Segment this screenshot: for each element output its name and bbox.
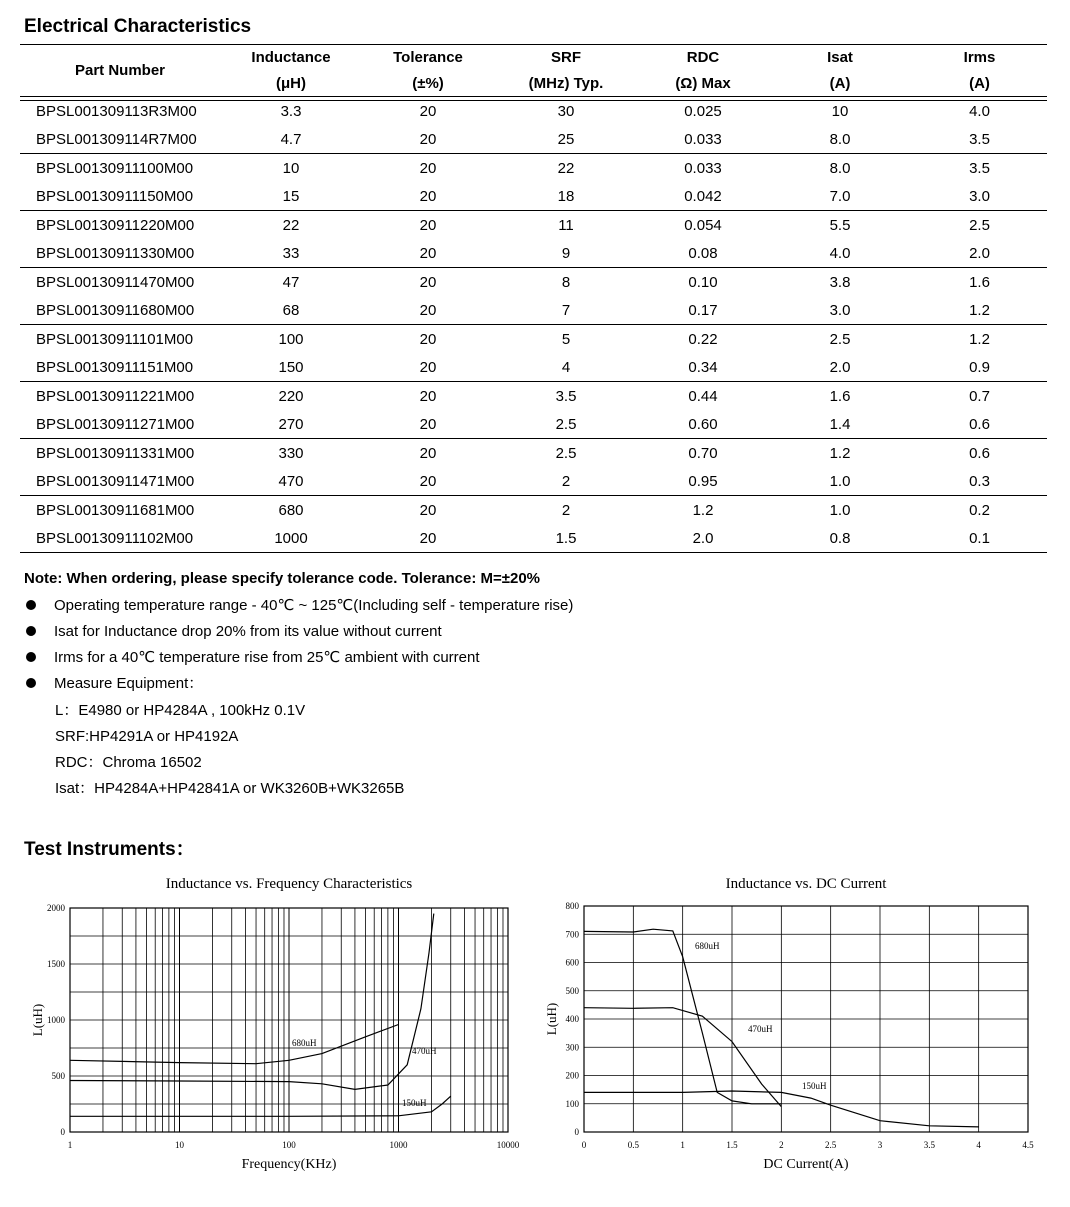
header-isat: Isat xyxy=(827,48,853,66)
header-inductance-unit: (μH) xyxy=(220,70,362,97)
test-instruments-title: Test Instruments： xyxy=(24,839,195,860)
table-cell: 2.5 xyxy=(829,330,851,348)
table-cell: 8 xyxy=(561,273,571,291)
table-row xyxy=(20,125,1047,154)
list-item xyxy=(24,647,573,673)
equipment-item: L：E4980 or HP4284A , 100kHz 0.1V xyxy=(55,702,306,719)
header-rdc-unit: (Ω) Max xyxy=(638,70,768,97)
y-tick-label: 2000 xyxy=(47,903,65,913)
series-label: 470uH xyxy=(412,1046,437,1056)
table-row xyxy=(20,239,1047,268)
table-cell: 2.0 xyxy=(912,239,1047,268)
table-cell: 0.033 xyxy=(684,159,722,177)
list-item xyxy=(24,595,573,621)
table-cell: 68 xyxy=(220,296,362,325)
table-cell: 7 xyxy=(494,296,638,325)
table-cell: 2.0 xyxy=(768,353,912,382)
table-cell: 20 xyxy=(419,102,437,120)
table-cell: 0.95 xyxy=(638,467,768,496)
table-row xyxy=(20,410,1047,439)
table-cell: 4.0 xyxy=(768,239,912,268)
table-cell: 100 xyxy=(278,330,304,348)
table-cell: 1.6 xyxy=(829,387,851,405)
table-cell: 9 xyxy=(494,239,638,268)
table-cell: 20 xyxy=(362,182,494,211)
table-cell: 20 xyxy=(362,524,494,553)
table-cell: 0.025 xyxy=(684,102,722,120)
table-cell: 0.6 xyxy=(912,410,1047,439)
table-cell: 150 xyxy=(220,353,362,382)
table-cell: 10 xyxy=(282,159,300,177)
bullet-text: Isat for Inductance drop 20% from its value without current xyxy=(54,623,442,640)
table-cell: 0.08 xyxy=(638,239,768,268)
table-cell: 0.2 xyxy=(969,501,990,519)
x-tick-label: 1000 xyxy=(389,1140,408,1150)
cell-part-number: BPSL00130911100M00 xyxy=(36,159,194,177)
table-cell: 3.5 xyxy=(969,159,990,177)
header-srf: SRF xyxy=(551,48,581,66)
table-cell: 8.0 xyxy=(768,125,912,154)
table-cell: 20 xyxy=(362,353,494,382)
list-item xyxy=(24,673,573,699)
cell-part-number: BPSL00130911471M00 xyxy=(20,467,220,496)
table-cell: 20 xyxy=(419,444,437,462)
table-cell: 680 xyxy=(278,501,304,519)
table-cell: 4 xyxy=(494,353,638,382)
cell-part-number: BPSL00130911470M00 xyxy=(36,273,195,291)
table-cell: 1.6 xyxy=(969,273,990,291)
header-irms-unit: (A) xyxy=(912,70,1047,97)
table-cell: 30 xyxy=(557,102,575,120)
list-item xyxy=(24,621,573,647)
cell-part-number: BPSL00130911151M00 xyxy=(20,353,220,382)
y-tick-label: 300 xyxy=(565,1042,579,1053)
table-cell: 0.9 xyxy=(912,353,1047,382)
header-inductance: Inductance xyxy=(251,48,331,66)
x-tick-label: 1.5 xyxy=(726,1140,738,1150)
cell-part-number: BPSL001309114R7M00 xyxy=(20,125,220,154)
y-tick-label: 400 xyxy=(565,1014,579,1024)
table-cell: 0.033 xyxy=(638,125,768,154)
cell-part-number: BPSL00130911271M00 xyxy=(20,410,220,439)
table-cell: 1.2 xyxy=(829,444,851,462)
cell-part-number: BPSL00130911102M00 xyxy=(20,524,220,553)
table-cell: 2 xyxy=(494,467,638,496)
header-part-number: Part Number xyxy=(20,44,220,97)
table-cell: 25 xyxy=(494,125,638,154)
table-cell: 20 xyxy=(362,296,494,325)
table-cell: 10 xyxy=(831,102,849,120)
table-cell: 1.2 xyxy=(692,501,714,519)
x-tick-label: 10 xyxy=(175,1140,184,1150)
cell-part-number: BPSL00130911101M00 xyxy=(36,330,194,348)
table-cell: 20 xyxy=(362,467,494,496)
table-cell: 20 xyxy=(362,125,494,154)
header-irms: Irms xyxy=(963,48,996,66)
series-label: 680uH xyxy=(695,941,720,951)
y-tick-label: 0 xyxy=(60,1127,65,1137)
series-label: 150uH xyxy=(802,1081,827,1091)
table-cell: 7.0 xyxy=(768,182,912,211)
table-cell: 3.5 xyxy=(912,125,1047,154)
table-row xyxy=(20,524,1047,553)
chart-title: Inductance vs. DC Current xyxy=(725,876,887,892)
table-cell: 20 xyxy=(419,387,437,405)
table-cell: 1.4 xyxy=(768,410,912,439)
x-tick-label: 0.5 xyxy=(627,1140,639,1150)
header-tolerance: Tolerance xyxy=(393,48,463,66)
table-cell: 20 xyxy=(419,216,437,234)
table-cell: 47 xyxy=(282,273,300,291)
table-cell: 1.0 xyxy=(768,467,912,496)
cell-part-number: BPSL00130911331M00 xyxy=(36,444,195,462)
table-cell: 0.6 xyxy=(969,444,990,462)
x-tick-label: 100 xyxy=(282,1140,296,1150)
table-cell: 3.3 xyxy=(280,102,302,120)
table-cell: 3.5 xyxy=(555,387,577,405)
table-cell: 20 xyxy=(419,159,437,177)
x-axis-label: Frequency(KHz) xyxy=(241,1157,337,1172)
y-tick-label: 500 xyxy=(565,985,579,996)
series-line-470uH xyxy=(70,914,434,1090)
cell-part-number: BPSL001309113R3M00 xyxy=(36,102,197,120)
table-cell: 3.0 xyxy=(768,296,912,325)
table-row xyxy=(20,353,1047,382)
table-row xyxy=(20,382,1047,411)
header-srf-unit: (MHz) Typ. xyxy=(494,70,638,97)
equipment-item: SRF:HP4291A or HP4192A xyxy=(55,728,239,745)
table-cell: 22 xyxy=(282,216,300,234)
bullet-icon xyxy=(26,678,36,688)
table-cell: 33 xyxy=(220,239,362,268)
table-cell: 1000 xyxy=(220,524,362,553)
table-row xyxy=(20,268,1047,297)
table-cell: 8.0 xyxy=(829,159,851,177)
x-tick-label: 10000 xyxy=(496,1140,520,1150)
table-cell: 270 xyxy=(220,410,362,439)
cell-part-number: BPSL00130911221M00 xyxy=(36,387,195,405)
table-cell: 330 xyxy=(278,444,304,462)
table-cell: 5 xyxy=(561,330,571,348)
table-cell: 470 xyxy=(220,467,362,496)
bullet-text: Measure Equipment： xyxy=(54,675,204,692)
cell-part-number: BPSL00130911220M00 xyxy=(36,216,195,234)
series-label: 680uH xyxy=(292,1038,317,1048)
y-tick-label: 700 xyxy=(565,929,579,940)
table-cell: 11 xyxy=(558,216,574,234)
series-label: 470uH xyxy=(748,1024,773,1034)
table-cell: 2.0 xyxy=(638,524,768,553)
cell-part-number: BPSL00130911150M00 xyxy=(20,182,220,211)
header-isat-unit: (A) xyxy=(768,70,912,97)
equipment-item: RDC：Chroma 16502 xyxy=(55,754,202,771)
x-tick-label: 1 xyxy=(680,1140,685,1150)
table-row xyxy=(20,325,1047,354)
bullet-icon xyxy=(26,626,36,636)
table-cell: 3.8 xyxy=(829,273,851,291)
x-tick-label: 3.5 xyxy=(923,1140,935,1150)
y-tick-label: 0 xyxy=(574,1127,579,1137)
x-tick-label: 0 xyxy=(581,1140,587,1150)
table-cell: 20 xyxy=(419,501,437,519)
table-cell: 0.7 xyxy=(969,387,990,405)
table-cell: 0.22 xyxy=(688,330,718,348)
table-row xyxy=(20,154,1047,183)
section-title: Electrical Characteristics xyxy=(24,16,252,37)
table-row xyxy=(20,182,1047,211)
table-cell: 2 xyxy=(561,501,571,519)
table-cell: 2.5 xyxy=(555,444,577,462)
ordering-note: Note: When ordering, please specify tolerance code. Tolerance: M=±20% xyxy=(24,570,541,587)
series-label: 150uH xyxy=(402,1098,427,1108)
table-cell: 220 xyxy=(278,387,304,405)
y-tick-label: 100 xyxy=(565,1098,579,1109)
table-cell: 2.5 xyxy=(494,410,638,439)
table-cell: 2.5 xyxy=(969,216,990,234)
y-tick-label: 600 xyxy=(565,957,579,968)
table-cell: 20 xyxy=(362,410,494,439)
cell-part-number: BPSL00130911330M00 xyxy=(20,239,220,268)
y-axis-label: L(uH) xyxy=(30,1003,45,1037)
table-row xyxy=(20,496,1047,525)
header-rdc: RDC xyxy=(686,48,720,66)
x-tick-label: 2 xyxy=(779,1140,784,1150)
equipment-item: Isat：HP4284A+HP42841A or WK3260B+WK3265B xyxy=(55,780,405,797)
table-cell: 1.5 xyxy=(494,524,638,553)
table-cell: 5.5 xyxy=(829,216,851,234)
electrical-characteristics-table xyxy=(20,44,1047,553)
table-cell: 1.2 xyxy=(969,330,990,348)
y-tick-label: 200 xyxy=(565,1070,579,1081)
table-cell: 20 xyxy=(419,330,437,348)
y-tick-label: 1000 xyxy=(47,1015,65,1025)
table-cell: 0.34 xyxy=(638,353,768,382)
bullet-text: Operating temperature range - 40℃ ~ 125℃(Including self - temperature rise) xyxy=(54,597,574,614)
table-cell: 0.10 xyxy=(688,273,718,291)
x-tick-label: 4.5 xyxy=(1022,1140,1034,1150)
header-tolerance-unit: (±%) xyxy=(362,70,494,97)
table-row xyxy=(20,296,1047,325)
table-cell: 1.0 xyxy=(829,501,851,519)
x-tick-label: 4 xyxy=(976,1140,981,1150)
x-tick-label: 2.5 xyxy=(825,1140,837,1150)
table-row xyxy=(20,467,1047,496)
table-cell: 20 xyxy=(419,273,437,291)
chart-title: Inductance vs. Frequency Characteristics xyxy=(165,876,413,892)
x-tick-label: 1 xyxy=(67,1140,73,1150)
x-tick-label: 3 xyxy=(877,1140,883,1150)
table-cell: 0.8 xyxy=(768,524,912,553)
bullet-icon xyxy=(26,652,36,662)
table-cell: 0.70 xyxy=(688,444,718,462)
table-cell: 15 xyxy=(220,182,362,211)
table-cell: 4.0 xyxy=(969,102,990,120)
table-row xyxy=(20,439,1047,468)
inductance-vs-frequency-chart xyxy=(20,868,530,1178)
table-cell: 0.60 xyxy=(638,410,768,439)
table-cell: 20 xyxy=(362,239,494,268)
y-axis-label: L(uH) xyxy=(544,1002,559,1036)
table-cell: 1.2 xyxy=(912,296,1047,325)
cell-part-number: BPSL00130911681M00 xyxy=(36,501,195,519)
header-double-rule xyxy=(20,100,1047,101)
table-cell: 0.17 xyxy=(638,296,768,325)
table-cell: 4.7 xyxy=(220,125,362,154)
table-cell: 0.042 xyxy=(638,182,768,211)
table-cell: 3.0 xyxy=(912,182,1047,211)
equipment-list xyxy=(55,700,404,804)
notes-list xyxy=(24,595,573,699)
y-tick-label: 800 xyxy=(565,901,579,911)
table-cell: 0.054 xyxy=(684,216,722,234)
table-cell: 0.44 xyxy=(688,387,718,405)
cell-part-number: BPSL00130911680M00 xyxy=(20,296,220,325)
table-cell: 18 xyxy=(494,182,638,211)
inductance-vs-dc-current-chart xyxy=(540,868,1060,1178)
table-header-row xyxy=(20,44,1047,70)
table-cell: 0.3 xyxy=(912,467,1047,496)
table-cell: 22 xyxy=(557,159,575,177)
y-tick-label: 1500 xyxy=(47,959,65,969)
x-axis-label: DC Current(A) xyxy=(763,1157,849,1172)
series-line-680uH xyxy=(70,1025,399,1064)
table-cell: 0.1 xyxy=(912,524,1047,553)
y-tick-label: 500 xyxy=(51,1071,65,1081)
bullet-icon xyxy=(26,600,36,610)
bullet-text: Irms for a 40℃ temperature rise from 25℃ ambient with current xyxy=(54,649,480,666)
table-row xyxy=(20,211,1047,240)
